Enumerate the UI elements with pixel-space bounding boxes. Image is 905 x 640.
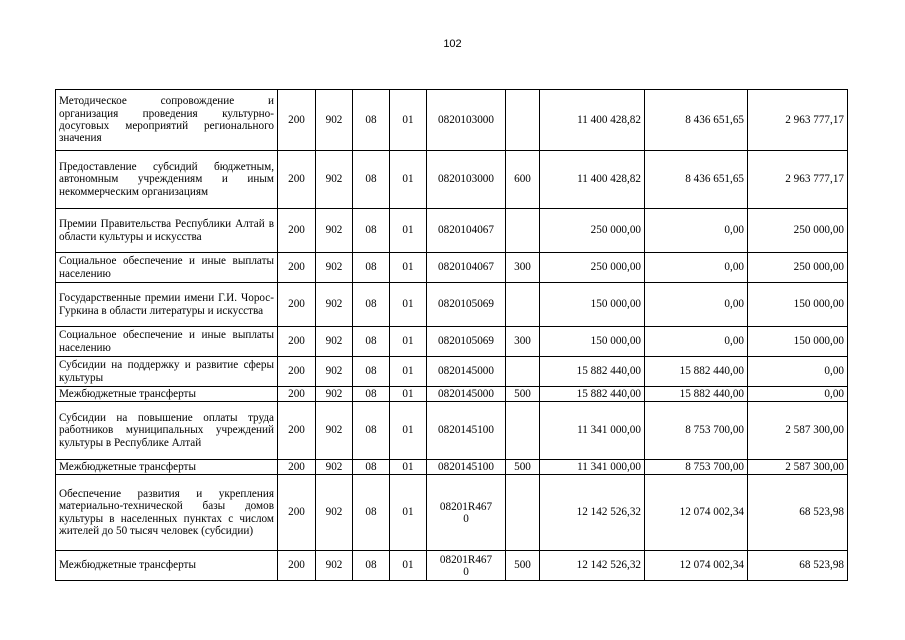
page-number: 102: [443, 38, 462, 50]
section-code-cell: 08: [353, 283, 390, 327]
amount-total-cell: 250 000,00: [540, 209, 645, 253]
expense-type-cell: 300: [506, 253, 540, 283]
target-article-cell: 08201R4670: [427, 551, 506, 581]
amount-regional-cell: 250 000,00: [748, 209, 848, 253]
target-article-cell: 0820104067: [427, 209, 506, 253]
expense-type-cell: [506, 283, 540, 327]
table-row: [56, 387, 848, 402]
admin-code-cell: 200: [278, 90, 316, 151]
amount-federal-cell: 8 436 651,65: [645, 151, 748, 209]
expense-type-cell: [506, 209, 540, 253]
grbs-code-cell: 902: [316, 551, 353, 581]
amount-federal-cell: 8 753 700,00: [645, 460, 748, 475]
grbs-code-cell: 902: [316, 475, 353, 551]
amount-total-cell: 12 142 526,32: [540, 475, 645, 551]
section-code-cell: 08: [353, 209, 390, 253]
amount-federal-cell: 8 436 651,65: [645, 90, 748, 151]
section-code-cell: 08: [353, 460, 390, 475]
row-name-cell: Методическое сопровождение и организация проведения культурно-досуговых мероприятий регионального значения: [56, 90, 278, 151]
row-name-cell: Межбюджетные трансферты: [56, 387, 278, 402]
row-name-cell: Субсидии на повышение оплаты труда работников муниципальных учреждений культуры в Республике Алтай: [56, 402, 278, 460]
admin-code-cell: 200: [278, 402, 316, 460]
grbs-code-cell: 902: [316, 283, 353, 327]
table-row: [56, 460, 848, 475]
section-code-cell: 08: [353, 253, 390, 283]
table-row: [56, 209, 848, 253]
section-code-cell: 08: [353, 327, 390, 357]
section-code-cell: 08: [353, 387, 390, 402]
amount-federal-cell: 0,00: [645, 209, 748, 253]
table-row: [56, 357, 848, 387]
target-article-cell: 0820145100: [427, 402, 506, 460]
subsection-code-cell: 01: [390, 209, 427, 253]
amount-total-cell: 150 000,00: [540, 327, 645, 357]
subsection-code-cell: 01: [390, 551, 427, 581]
grbs-code-cell: 902: [316, 209, 353, 253]
amount-federal-cell: 12 074 002,34: [645, 551, 748, 581]
target-article-cell: 0820104067: [427, 253, 506, 283]
subsection-code-cell: 01: [390, 402, 427, 460]
amount-total-cell: 12 142 526,32: [540, 551, 645, 581]
table-row: [56, 327, 848, 357]
expense-type-cell: [506, 402, 540, 460]
amount-regional-cell: 68 523,98: [748, 551, 848, 581]
admin-code-cell: 200: [278, 475, 316, 551]
expense-type-cell: [506, 90, 540, 151]
amount-federal-cell: 15 882 440,00: [645, 357, 748, 387]
row-name-cell: Государственные премии имени Г.И. Чорос-Гуркина в области литературы и искусства: [56, 283, 278, 327]
table-row: [56, 402, 848, 460]
target-article-cell: 0820105069: [427, 327, 506, 357]
amount-federal-cell: 0,00: [645, 253, 748, 283]
budget-table: [55, 89, 848, 581]
table-row: [56, 283, 848, 327]
subsection-code-cell: 01: [390, 151, 427, 209]
row-name-cell: Обеспечение развития и укрепления материально-технической базы домов культуры в населенных пунктах с числом жителей до 50 тысяч человек (субсидии): [56, 475, 278, 551]
row-name-cell: Субсидии на поддержку и развитие сферы культуры: [56, 357, 278, 387]
table-row: [56, 551, 848, 581]
expense-type-cell: [506, 475, 540, 551]
amount-regional-cell: 250 000,00: [748, 253, 848, 283]
amount-federal-cell: 0,00: [645, 327, 748, 357]
target-article-cell: 0820103000: [427, 90, 506, 151]
amount-regional-cell: 2 587 300,00: [748, 402, 848, 460]
admin-code-cell: 200: [278, 551, 316, 581]
expense-type-cell: 500: [506, 551, 540, 581]
row-name-cell: Премии Правительства Республики Алтай в области культуры и искусства: [56, 209, 278, 253]
grbs-code-cell: 902: [316, 387, 353, 402]
table-row: [56, 475, 848, 551]
table-row: [56, 151, 848, 209]
section-code-cell: 08: [353, 357, 390, 387]
amount-regional-cell: 2 963 777,17: [748, 90, 848, 151]
expense-type-cell: [506, 357, 540, 387]
expense-type-cell: 500: [506, 460, 540, 475]
table-body: [56, 90, 848, 581]
amount-regional-cell: 68 523,98: [748, 475, 848, 551]
subsection-code-cell: 01: [390, 90, 427, 151]
admin-code-cell: 200: [278, 357, 316, 387]
admin-code-cell: 200: [278, 327, 316, 357]
amount-federal-cell: 0,00: [645, 283, 748, 327]
grbs-code-cell: 902: [316, 460, 353, 475]
amount-total-cell: 150 000,00: [540, 283, 645, 327]
table-row: [56, 90, 848, 151]
subsection-code-cell: 01: [390, 387, 427, 402]
amount-total-cell: 15 882 440,00: [540, 357, 645, 387]
subsection-code-cell: 01: [390, 283, 427, 327]
admin-code-cell: 200: [278, 460, 316, 475]
amount-federal-cell: 15 882 440,00: [645, 387, 748, 402]
amount-total-cell: 11 341 000,00: [540, 402, 645, 460]
amount-regional-cell: 150 000,00: [748, 327, 848, 357]
target-article-cell: 0820105069: [427, 283, 506, 327]
subsection-code-cell: 01: [390, 475, 427, 551]
grbs-code-cell: 902: [316, 253, 353, 283]
admin-code-cell: 200: [278, 253, 316, 283]
row-name-cell: Предоставление субсидий бюджетным, автономным учреждениям и иным некоммерческим организациям: [56, 151, 278, 209]
section-code-cell: 08: [353, 551, 390, 581]
section-code-cell: 08: [353, 475, 390, 551]
target-article-cell: 0820145100: [427, 460, 506, 475]
subsection-code-cell: 01: [390, 253, 427, 283]
amount-federal-cell: 12 074 002,34: [645, 475, 748, 551]
amount-regional-cell: 2 587 300,00: [748, 460, 848, 475]
amount-regional-cell: 0,00: [748, 357, 848, 387]
row-name-cell: Социальное обеспечение и иные выплаты населению: [56, 253, 278, 283]
subsection-code-cell: 01: [390, 357, 427, 387]
admin-code-cell: 200: [278, 151, 316, 209]
row-name-cell: Межбюджетные трансферты: [56, 460, 278, 475]
section-code-cell: 08: [353, 151, 390, 209]
amount-regional-cell: 2 963 777,17: [748, 151, 848, 209]
amount-total-cell: 11 341 000,00: [540, 460, 645, 475]
target-article-cell: 0820145000: [427, 357, 506, 387]
target-article-cell: 08201R4670: [427, 475, 506, 551]
grbs-code-cell: 902: [316, 327, 353, 357]
admin-code-cell: 200: [278, 283, 316, 327]
row-name-cell: Межбюджетные трансферты: [56, 551, 278, 581]
expense-type-cell: 500: [506, 387, 540, 402]
grbs-code-cell: 902: [316, 151, 353, 209]
table-row: [56, 253, 848, 283]
amount-regional-cell: 150 000,00: [748, 283, 848, 327]
admin-code-cell: 200: [278, 387, 316, 402]
amount-total-cell: 11 400 428,82: [540, 151, 645, 209]
row-name-cell: Социальное обеспечение и иные выплаты населению: [56, 327, 278, 357]
admin-code-cell: 200: [278, 209, 316, 253]
amount-total-cell: 250 000,00: [540, 253, 645, 283]
grbs-code-cell: 902: [316, 357, 353, 387]
section-code-cell: 08: [353, 90, 390, 151]
amount-regional-cell: 0,00: [748, 387, 848, 402]
grbs-code-cell: 902: [316, 90, 353, 151]
expense-type-cell: 600: [506, 151, 540, 209]
section-code-cell: 08: [353, 402, 390, 460]
subsection-code-cell: 01: [390, 460, 427, 475]
amount-total-cell: 11 400 428,82: [540, 90, 645, 151]
expense-type-cell: 300: [506, 327, 540, 357]
amount-federal-cell: 8 753 700,00: [645, 402, 748, 460]
amount-total-cell: 15 882 440,00: [540, 387, 645, 402]
target-article-cell: 0820145000: [427, 387, 506, 402]
subsection-code-cell: 01: [390, 327, 427, 357]
grbs-code-cell: 902: [316, 402, 353, 460]
target-article-cell: 0820103000: [427, 151, 506, 209]
